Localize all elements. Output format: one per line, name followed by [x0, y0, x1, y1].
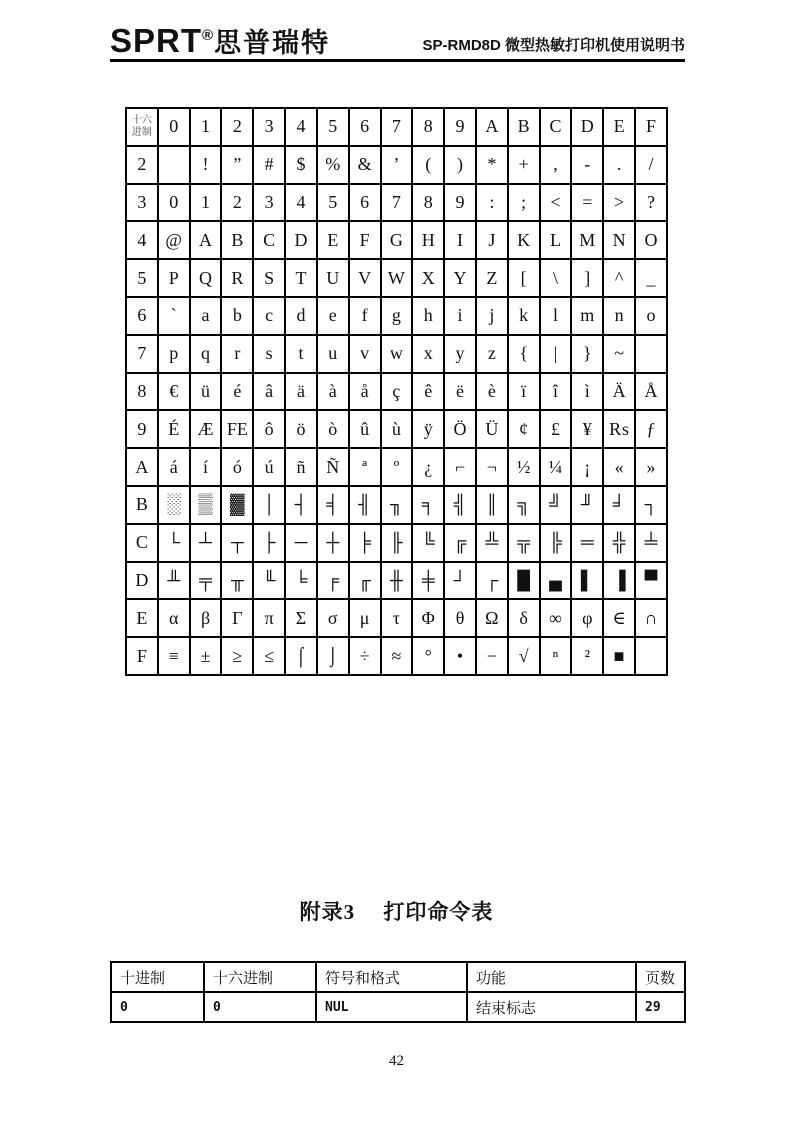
charmap-cell: y [444, 335, 476, 373]
charmap-cell: Y [444, 259, 476, 297]
charmap-cell: O [635, 221, 667, 259]
charmap-header-row [126, 108, 667, 146]
charmap-cell: ─ [285, 524, 317, 562]
charmap-cell: ú [253, 448, 285, 486]
command-table-cell: 0 [204, 992, 316, 1022]
charmap-row-label: 4 [126, 221, 158, 259]
charmap-cell: L [540, 221, 572, 259]
charmap-cell: ╪ [412, 562, 444, 600]
charmap-cell: 8 [412, 184, 444, 222]
charmap-cell: ╙ [253, 562, 285, 600]
charmap-cell: g [381, 297, 413, 335]
charmap-cell: F [349, 221, 381, 259]
command-table-header-cell: 十六进制 [204, 962, 316, 992]
charmap-cell: φ [571, 599, 603, 637]
document-title: SP-RMD8D 微型热敏打印机使用说明书 [422, 37, 685, 54]
charmap-cell: 0 [158, 184, 190, 222]
charmap-cell: 5 [317, 184, 349, 222]
charmap-cell: C [253, 221, 285, 259]
charmap-row [126, 448, 667, 486]
charmap-cell: i [444, 297, 476, 335]
charmap-cell: 2 [221, 184, 253, 222]
charmap-cell: ÷ [349, 637, 381, 675]
charmap-cell: p [158, 335, 190, 373]
charmap-cell: ₨ [603, 410, 635, 448]
charmap-cell: ╜ [571, 486, 603, 524]
charmap-cell [635, 637, 667, 675]
brand-logo [110, 24, 330, 57]
charmap-row-label: 8 [126, 373, 158, 411]
charmap-cell: f [349, 297, 381, 335]
charmap-cell: í [190, 448, 222, 486]
page-number: 42 [389, 1053, 404, 1069]
charmap-cell: W [381, 259, 413, 297]
charmap-cell: K [508, 221, 540, 259]
charmap-cell: l [540, 297, 572, 335]
charmap-col-header: 4 [285, 108, 317, 146]
charmap-cell: ª [349, 448, 381, 486]
charmap-cell: b [221, 297, 253, 335]
charmap-cell: ╚ [412, 524, 444, 562]
charmap-cell: ╦ [508, 524, 540, 562]
charmap-row [126, 562, 667, 600]
charmap-cell: ┐ [635, 486, 667, 524]
charmap-col-header: C [540, 108, 572, 146]
charmap-cell: ⌡ [317, 637, 349, 675]
charmap-cell: \ [540, 259, 572, 297]
charmap-cell: √ [508, 637, 540, 675]
charmap-cell: { [508, 335, 540, 373]
charmap-cell: â [253, 373, 285, 411]
charmap-cell: ╬ [603, 524, 635, 562]
charmap-cell: 4 [285, 184, 317, 222]
charmap-row-label: 9 [126, 410, 158, 448]
charmap-cell [635, 335, 667, 373]
charmap-cell: : [476, 184, 508, 222]
charmap-cell: d [285, 297, 317, 335]
command-table-cell: NUL [316, 992, 467, 1022]
registered-trademark-icon: ® [202, 27, 215, 44]
charmap-cell: ï [508, 373, 540, 411]
charmap-cell: w [381, 335, 413, 373]
charmap-cell: ù [381, 410, 413, 448]
charmap-cell: FE [221, 410, 253, 448]
charmap-cell: ¥ [571, 410, 603, 448]
charmap-cell: ┴ [190, 524, 222, 562]
charmap-cell: ┤ [285, 486, 317, 524]
charmap-cell: à [317, 373, 349, 411]
charmap-cell: ╖ [381, 486, 413, 524]
charmap-cell: ╔ [444, 524, 476, 562]
charmap-col-header: 1 [190, 108, 222, 146]
charmap-cell: z [476, 335, 508, 373]
charmap-row-label: 7 [126, 335, 158, 373]
command-table-header-cell: 页数 [636, 962, 685, 992]
charmap-cell: É [158, 410, 190, 448]
charmap-cell: P [158, 259, 190, 297]
charmap-cell: Ö [444, 410, 476, 448]
charmap-row-label: F [126, 637, 158, 675]
charmap-cell: a [190, 297, 222, 335]
charmap-cell: 6 [349, 184, 381, 222]
charmap-cell: ┼ [317, 524, 349, 562]
charmap-cell: è [476, 373, 508, 411]
charmap-row [126, 599, 667, 637]
charmap-cell: └ [158, 524, 190, 562]
charmap-col-header: 3 [253, 108, 285, 146]
charmap-cell: σ [317, 599, 349, 637]
charmap-col-header: E [603, 108, 635, 146]
charmap-corner-line: 进制 [131, 126, 152, 138]
charmap-cell: ╣ [444, 486, 476, 524]
command-table-cell: 29 [636, 992, 685, 1022]
charmap-cell: █ [508, 562, 540, 600]
charmap-cell: ä [285, 373, 317, 411]
charmap-cell: + [508, 146, 540, 184]
brand-logo-latin: SPRT [110, 22, 203, 59]
charmap-cell: ƒ [635, 410, 667, 448]
charmap-cell: ¿ [412, 448, 444, 486]
charmap-cell: s [253, 335, 285, 373]
charmap-cell: J [476, 221, 508, 259]
charmap-cell: % [317, 146, 349, 184]
charmap-cell: ¼ [540, 448, 572, 486]
charmap-cell: € [158, 373, 190, 411]
charmap-cell: î [540, 373, 572, 411]
charmap-col-header: F [635, 108, 667, 146]
charmap-cell: Ü [476, 410, 508, 448]
charmap-cell: ¡ [571, 448, 603, 486]
charmap-cell: Γ [221, 599, 253, 637]
charmap-cell: * [476, 146, 508, 184]
charmap-cell: < [540, 184, 572, 222]
charmap-cell: e [317, 297, 349, 335]
charmap-cell: ⁿ [540, 637, 572, 675]
charmap-row-label: 5 [126, 259, 158, 297]
charmap-cell: ╝ [540, 486, 572, 524]
charmap-row [126, 146, 667, 184]
charmap-row [126, 221, 667, 259]
charmap-col-header: D [571, 108, 603, 146]
charmap-row-label: 3 [126, 184, 158, 222]
charmap-cell: ∩ [635, 599, 667, 637]
charmap-cell: ▐ [603, 562, 635, 600]
charmap-cell: ò [317, 410, 349, 448]
charmap-cell: m [571, 297, 603, 335]
charmap-body [126, 108, 667, 675]
charmap-cell: ╩ [476, 524, 508, 562]
charmap-cell: ╫ [381, 562, 413, 600]
charmap-cell: ; [508, 184, 540, 222]
charmap-cell: ╘ [285, 562, 317, 600]
charmap-cell: $ [285, 146, 317, 184]
charmap-cell: ╠ [540, 524, 572, 562]
charmap-cell: å [349, 373, 381, 411]
charmap-row-label: A [126, 448, 158, 486]
charmap-cell: Q [190, 259, 222, 297]
charmap-cell: # [253, 146, 285, 184]
charmap-cell: α [158, 599, 190, 637]
charmap-cell: n [603, 297, 635, 335]
charmap-cell: ╗ [508, 486, 540, 524]
charmap-row [126, 637, 667, 675]
charmap-row [126, 410, 667, 448]
charmap-cell: ¢ [508, 410, 540, 448]
charmap-cell: 7 [381, 184, 413, 222]
command-table-cell: 0 [111, 992, 204, 1022]
charmap-cell: ╧ [635, 524, 667, 562]
charmap-col-header: 5 [317, 108, 349, 146]
charmap-row-label: B [126, 486, 158, 524]
page-header [110, 24, 685, 62]
charmap-cell: Å [635, 373, 667, 411]
charmap-cell: k [508, 297, 540, 335]
charmap-cell: c [253, 297, 285, 335]
charmap-cell: ± [190, 637, 222, 675]
charmap-cell: = [571, 184, 603, 222]
charmap-cell: ■ [603, 637, 635, 675]
charmap-cell: @ [158, 221, 190, 259]
charmap-cell: ▌ [571, 562, 603, 600]
charmap-cell: ö [285, 410, 317, 448]
charmap-row [126, 486, 667, 524]
charmap-col-header: 9 [444, 108, 476, 146]
charmap-cell: ` [158, 297, 190, 335]
charmap-cell: E [317, 221, 349, 259]
charmap-cell: ╓ [349, 562, 381, 600]
charmap-row-label: 6 [126, 297, 158, 335]
charmap-row [126, 184, 667, 222]
charmap-row-label: E [126, 599, 158, 637]
charmap-cell: ╥ [221, 562, 253, 600]
charmap-cell: ) [444, 146, 476, 184]
charmap-cell: ∞ [540, 599, 572, 637]
charmap-cell: ’ [381, 146, 413, 184]
charmap-cell: á [158, 448, 190, 486]
charmap-cell: £ [540, 410, 572, 448]
charmap-cell: ┘ [444, 562, 476, 600]
command-table-row [111, 992, 685, 1022]
charmap-cell: M [571, 221, 603, 259]
charmap-cell: ] [571, 259, 603, 297]
charmap-cell: q [190, 335, 222, 373]
charmap-cell: ì [571, 373, 603, 411]
charmap-row [126, 335, 667, 373]
charmap-cell: R [221, 259, 253, 297]
charmap-cell: ≤ [253, 637, 285, 675]
charmap-cell: ╡ [317, 486, 349, 524]
charmap-cell: . [603, 146, 635, 184]
charmap-cell: ╞ [349, 524, 381, 562]
charmap-table [125, 107, 668, 676]
brand-logo-chinese: 思普瑞特 [214, 28, 331, 58]
charmap-col-header: 8 [412, 108, 444, 146]
charmap-cell: S [253, 259, 285, 297]
charmap-col-header: 7 [381, 108, 413, 146]
charmap-cell: x [412, 335, 444, 373]
charmap-cell: ├ [253, 524, 285, 562]
charmap-cell: − [476, 637, 508, 675]
charmap-cell: X [412, 259, 444, 297]
charmap-row [126, 297, 667, 335]
charmap-cell: β [190, 599, 222, 637]
charmap-corner-line: 十六 [131, 115, 152, 127]
charmap-cell: ▀ [635, 562, 667, 600]
charmap-cell: ═ [571, 524, 603, 562]
charmap-cell: > [603, 184, 635, 222]
charmap-cell: ┬ [221, 524, 253, 562]
charmap-cell: T [285, 259, 317, 297]
charmap-cell: û [349, 410, 381, 448]
charmap-col-header: A [476, 108, 508, 146]
charmap-cell: ~ [603, 335, 635, 373]
charmap-cell: t [285, 335, 317, 373]
command-table-header-cell: 功能 [467, 962, 636, 992]
charmap-cell: ² [571, 637, 603, 675]
charmap-cell: Ñ [317, 448, 349, 486]
charmap-corner-cell [126, 108, 158, 146]
charmap-cell: / [635, 146, 667, 184]
charmap-cell: ▄ [540, 562, 572, 600]
charmap-cell: ≈ [381, 637, 413, 675]
charmap-row-label: C [126, 524, 158, 562]
charmap-cell: U [317, 259, 349, 297]
charmap-cell: ░ [158, 486, 190, 524]
charmap-cell: & [349, 146, 381, 184]
charmap-cell: D [285, 221, 317, 259]
charmap-cell: ÿ [412, 410, 444, 448]
charmap-cell: ┌ [476, 562, 508, 600]
charmap-cell: A [190, 221, 222, 259]
charmap-cell: ╟ [381, 524, 413, 562]
charmap-row [126, 373, 667, 411]
charmap-cell: ╢ [349, 486, 381, 524]
command-table-header-cell: 十进制 [111, 962, 204, 992]
charmap-cell: [ [508, 259, 540, 297]
charmap-cell: } [571, 335, 603, 373]
charmap-cell: - [571, 146, 603, 184]
charmap-cell: v [349, 335, 381, 373]
charmap-cell: u [317, 335, 349, 373]
charmap-cell: δ [508, 599, 540, 637]
charmap-cell: ║ [476, 486, 508, 524]
charmap-cell: I [444, 221, 476, 259]
charmap-cell: o [635, 297, 667, 335]
charmap-cell: τ [381, 599, 413, 637]
charmap-cell: ½ [508, 448, 540, 486]
charmap-cell: » [635, 448, 667, 486]
charmap-cell: Z [476, 259, 508, 297]
charmap-cell: ▓ [221, 486, 253, 524]
charmap-cell: ∈ [603, 599, 635, 637]
charmap-cell: ╤ [190, 562, 222, 600]
charmap-cell: ó [221, 448, 253, 486]
charmap-cell: j [476, 297, 508, 335]
charmap-cell: ╛ [603, 486, 635, 524]
charmap-row [126, 524, 667, 562]
charmap-cell: 9 [444, 184, 476, 222]
command-table-body [111, 962, 685, 1022]
charmap-cell: ñ [285, 448, 317, 486]
charmap-cell: Φ [412, 599, 444, 637]
charmap-cell: ⌠ [285, 637, 317, 675]
charmap-cell: θ [444, 599, 476, 637]
charmap-row [126, 259, 667, 297]
charmap-cell: V [349, 259, 381, 297]
charmap-cell: Σ [285, 599, 317, 637]
charmap-cell: μ [349, 599, 381, 637]
appendix-title: 附录3 打印命令表 [299, 900, 494, 924]
command-table-header-cell: 符号和格式 [316, 962, 467, 992]
charmap-cell [158, 146, 190, 184]
charmap-cell: ╨ [158, 562, 190, 600]
charmap-cell: é [221, 373, 253, 411]
charmap-col-header: B [508, 108, 540, 146]
charmap-cell: Ä [603, 373, 635, 411]
charmap-cell: ^ [603, 259, 635, 297]
charmap-cell: ü [190, 373, 222, 411]
command-table-cell: 结束标志 [467, 992, 636, 1022]
charmap-cell: B [221, 221, 253, 259]
charmap-row-label: 2 [126, 146, 158, 184]
charmap-cell: r [221, 335, 253, 373]
charmap-cell: π [253, 599, 285, 637]
charmap-cell: º [381, 448, 413, 486]
charmap-cell: 1 [190, 184, 222, 222]
charmap-cell: • [444, 637, 476, 675]
charmap-cell: ╒ [317, 562, 349, 600]
charmap-cell: ( [412, 146, 444, 184]
command-table [110, 961, 686, 1023]
charmap-cell: ≥ [221, 637, 253, 675]
charmap-cell: │ [253, 486, 285, 524]
charmap-cell: ¬ [476, 448, 508, 486]
charmap-cell: ç [381, 373, 413, 411]
charmap-cell: Æ [190, 410, 222, 448]
charmap-cell: Ω [476, 599, 508, 637]
charmap-cell: ê [412, 373, 444, 411]
charmap-cell: ë [444, 373, 476, 411]
charmap-cell: ╕ [412, 486, 444, 524]
charmap-cell: H [412, 221, 444, 259]
charmap-cell: 3 [253, 184, 285, 222]
charmap-cell: N [603, 221, 635, 259]
charmap-cell: ? [635, 184, 667, 222]
charmap-cell: ô [253, 410, 285, 448]
charmap-cell: , [540, 146, 572, 184]
charmap-row-label: D [126, 562, 158, 600]
charmap-cell: ° [412, 637, 444, 675]
charmap-col-header: 6 [349, 108, 381, 146]
charmap-cell: | [540, 335, 572, 373]
charmap-cell: _ [635, 259, 667, 297]
charmap-cell: ” [221, 146, 253, 184]
charmap-cell: G [381, 221, 413, 259]
charmap-cell: « [603, 448, 635, 486]
charmap-col-header: 0 [158, 108, 190, 146]
charmap-cell: ▒ [190, 486, 222, 524]
charmap-cell: h [412, 297, 444, 335]
command-table-header-row [111, 962, 685, 992]
charmap-cell: ! [190, 146, 222, 184]
charmap-cell: ⌐ [444, 448, 476, 486]
charmap-col-header: 2 [221, 108, 253, 146]
charmap-cell: ≡ [158, 637, 190, 675]
